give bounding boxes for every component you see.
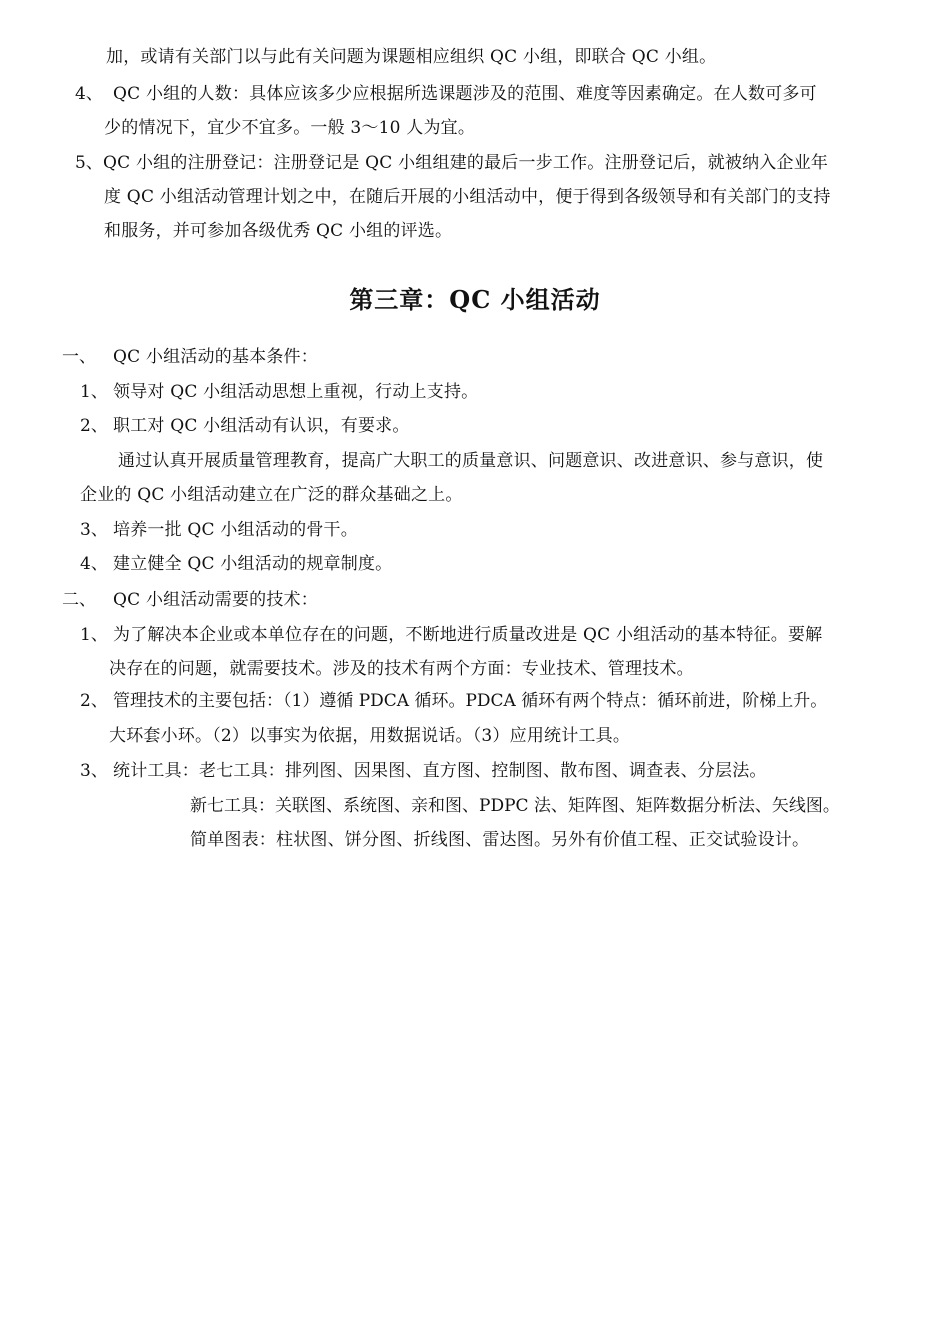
chapter-title: 第三章：QC 小组活动 [349,285,601,314]
list-item-line: 决存在的问题，就需要技术。涉及的技术有两个方面：专业技术、管理技术。 [109,659,694,679]
list-item-number: 3、 [80,520,108,540]
list-item-line: 大环套小环。（2）以事实为依据，用数据说话。（3）应用统计工具。 [109,726,631,746]
list-item-line: QC 小组的人数：具体应该多少应根据所选课题涉及的范围、难度等因素确定。在人数可多可 [113,84,817,104]
list-item-number: 3、 [80,761,108,781]
list-item-line: 领导对 QC 小组活动思想上重视，行动上支持。 [113,382,479,402]
paragraph-line: 企业的 QC 小组活动建立在广泛的群众基础之上。 [80,485,463,505]
list-item-line: 和服务，并可参加各级优秀 QC 小组的评选。 [104,221,453,241]
list-item-number: 5、 [75,153,103,173]
sub-tools-line: 简单图表：柱状图、饼分图、折线图、雷达图。另外有价值工程、正交试验设计。 [190,830,810,850]
section-number: 一、 [62,347,96,367]
list-item-number: 2、 [80,416,108,436]
list-item-line: 少的情况下，宜少不宜多。一般 3～10 人为宜。 [104,118,476,138]
section-title: QC 小组活动需要的技术： [113,590,318,610]
intro-continuation-line: 加，或请有关部门以与此有关问题为课题相应组织 QC 小组，即联合 QC 小组。 [106,47,717,67]
list-item-line: 统计工具：老七工具：排列图、因果图、直方图、控制图、散布图、调查表、分层法。 [113,761,767,781]
list-item-number: 1、 [80,382,108,402]
list-item-line: 培养一批 QC 小组活动的骨干。 [113,520,358,540]
paragraph-line: 通过认真开展质量管理教育，提高广大职工的质量意识、问题意识、改进意识、参与意识，使 [118,451,824,471]
section-number: 二、 [62,590,96,610]
list-item-line: 职工对 QC 小组活动有认识，有要求。 [113,416,410,436]
list-item-number: 4、 [80,554,108,574]
list-item-line: 建立健全 QC 小组活动的规章制度。 [113,554,393,574]
section-title: QC 小组活动的基本条件： [113,347,318,367]
list-item-line: QC 小组的注册登记：注册登记是 QC 小组组建的最后一步工作。注册登记后，就被纳入企业年 [103,153,829,173]
list-item-line: 管理技术的主要包括：（1）遵循 PDCA 循环。PDCA 循环有两个特点：循环前进，阶梯上升。 [113,691,828,711]
list-item-number: 1、 [80,625,108,645]
list-item-number: 2、 [80,691,108,711]
sub-tools-line: 新七工具：关联图、系统图、亲和图、PDPC 法、矩阵图、矩阵数据分析法、矢线图。 [190,796,840,816]
list-item-line: 度 QC 小组活动管理计划之中，在随后开展的小组活动中，便于得到各级领导和有关部门的支持 [104,187,831,207]
list-item-number: 4、 [75,84,103,104]
list-item-line: 为了解决本企业或本单位存在的问题，不断地进行质量改进是 QC 小组活动的基本特征。要解 [113,625,823,645]
